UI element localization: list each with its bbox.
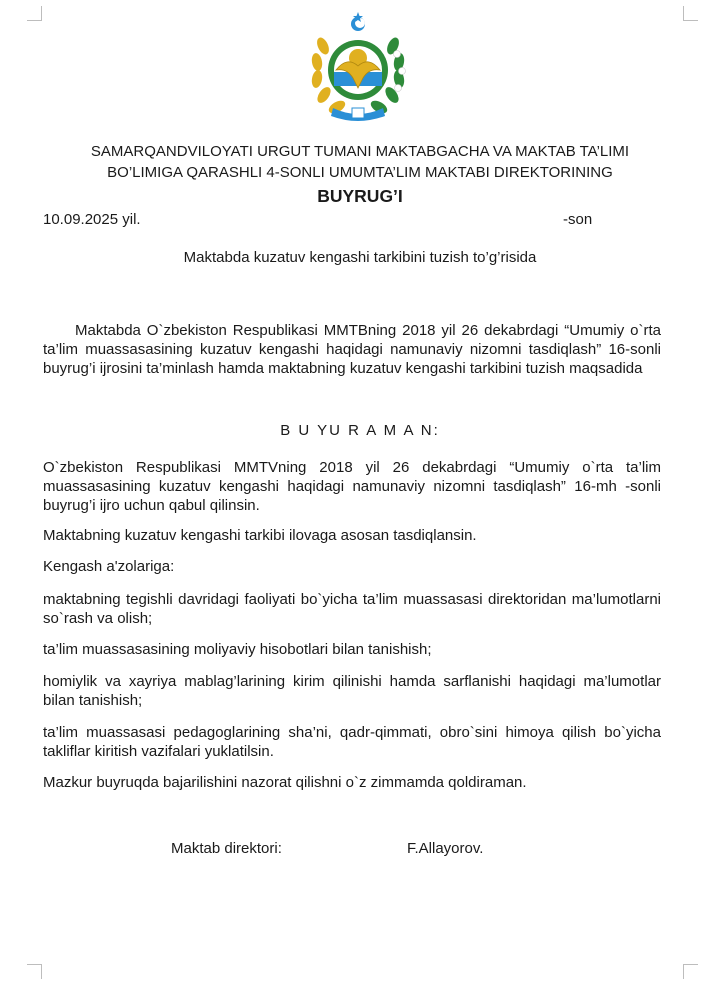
crop-mark-top-left	[27, 6, 42, 21]
document-title: BUYRUG’I	[317, 186, 403, 206]
order-item: ta’lim muassasasi pedagoglarining sha’ni, qadr-qimmati, obro`sini himoya qilish bo`yicha takliflar kiritish vazifalari yuklatilsin.	[43, 724, 661, 760]
document-subject: Maktabda kuzatuv kengashi tarkibini tuzish to’g’risida	[183, 249, 537, 266]
document-header	[40, 141, 680, 183]
crop-mark-bottom-right	[683, 964, 698, 979]
signature-title: Maktab direktori:	[171, 840, 282, 857]
signature-name: F.Allayorov.	[407, 840, 484, 857]
preamble-paragraph: Maktabda O`zbekiston Respublikasi MMTBning 2018 yil 26 dekabrdagi “Umumiy o`rta ta’lim muassasasining kuzatuv kengashi haqidagi namunaviy nizomni tasdiqlash” 16-sonli buyrug’i ijrosini ta’minlash hamda maktabning kuzatuv kengashi tarkibini tuzish maqsadida	[43, 322, 661, 377]
state-emblem-icon	[303, 8, 413, 124]
order-item: ta’lim muassasasining moliyaviy hisobotlari bilan tanishish;	[43, 641, 432, 658]
crop-mark-bottom-left	[27, 964, 42, 979]
order-item: homiylik va xayriya mablag’larining kirim qilinishi hamda sarflanishi haqidagi ma’lumotlar bilan tanishish;	[43, 673, 661, 709]
order-item: Maktabning kuzatuv kengashi tarkibi ilovaga asosan tasdiqlansin.	[43, 527, 477, 544]
document-number: -son	[563, 211, 593, 228]
order-item: maktabning tegishli davridagi faoliyati bo`yicha ta’lim muassasasi direktoridan ma’lumotlarni so`rash va olish;	[43, 591, 661, 627]
order-heading: B U YU R A M A N:	[280, 422, 440, 439]
order-item: Kengash a'zolariga:	[43, 558, 175, 575]
header-line-1: SAMARQANDVILOYATI URGUT TUMANI MAKTABGACHA VA MAKTAB TA’LIMI	[90, 143, 630, 160]
order-item: Mazkur buyruqda bajarilishini nazorat qilishni o`z zimmamda qoldiraman.	[43, 774, 527, 791]
header-line-2: BO’LIMIGA QARASHLI 4-SONLI UMUMTA’LIM MAKTABI DIREKTORINING	[107, 164, 613, 181]
document-date: 10.09.2025 yil.	[43, 211, 141, 228]
crop-mark-top-right	[683, 6, 698, 21]
order-item: O`zbekiston Respublikasi MMTVning 2018 yil 26 dekabrdagi “Umumiy o`rta ta’lim muassasasining kuzatuv kengashi haqidagi namunaviy nizomni tasdiqlash” 16-mh -sonli buyrug’i ijro uchun qabul qilinsin.	[43, 459, 661, 514]
